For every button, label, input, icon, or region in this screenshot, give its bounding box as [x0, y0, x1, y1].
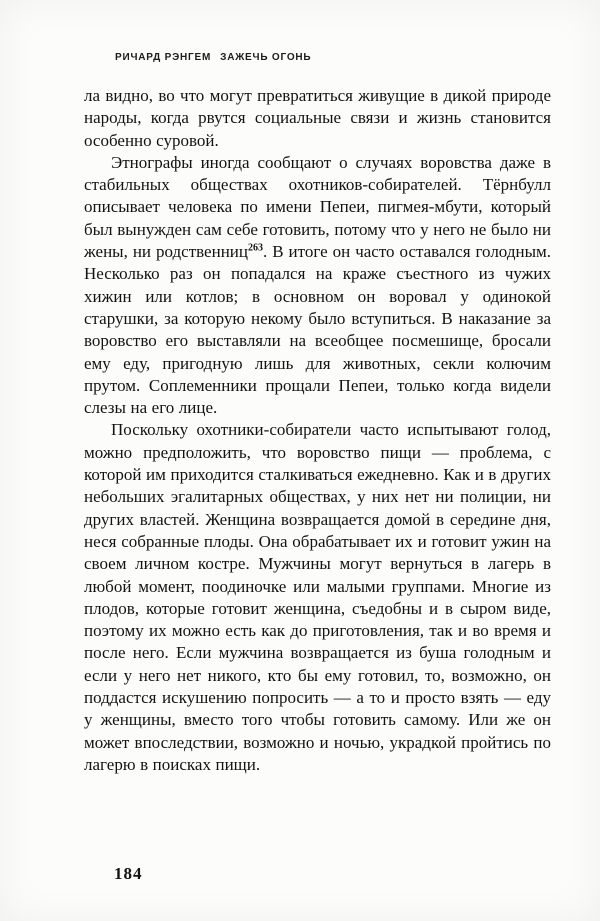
- paragraph-ethnographers-text-before-ref: Этнографы иногда сообщают о случаях воровства даже в стабильных обществах охотников-собирателей. Тёрнбулл описывает человека по имени Пепеи, пигмея-мбути, который был вынужден сам себе готовить, потому что у него не было ни жены, ни родственниц: [84, 152, 551, 262]
- body-text-block: [84, 85, 551, 776]
- running-header-author: РИЧАРД РЭНГЕМ: [115, 52, 212, 63]
- page-number: 184: [114, 864, 143, 883]
- running-header: [115, 52, 311, 63]
- paragraph-continuation: [84, 85, 551, 152]
- paragraph-continuation-text: ла видно, во что могут превратиться живущие в дикой природе народы, когда рвутся социальные связи и жизнь становится особенно суровой.: [84, 86, 551, 150]
- paragraph-hunter-gatherers: [84, 419, 551, 776]
- paragraph-hunter-gatherers-text: Поскольку охотники-собиратели часто испытывают голод, можно предположить, что воровство пищи — проблема, с которой им приходится сталкиваться ежедневно. Как и в других небольших эгалитарных обществах, у них нет ни полиции, ни других властей. Женщина возвращается домой в середине дня, неся собранные плоды. Она обрабатывает их и готовит ужин на своем личном костре. Мужчины могут вернуться в лагерь в любой момент, поодиночке или малыми группами. Многие из плодов, которые готовит женщина, съедобны и в сыром виде, поэтому их можно есть как до приготовления, так и во время и после него. Если мужчина возвращается из буша голодным и если у него нет никого, кто бы ему готовил, то, возможно, он поддастся искушению попросить — а то и просто взять — еду у женщины, вместо того чтобы готовить самому. Или же он может впоследствии, возможно и ночью, украдкой пройтись по лагерю в поисках пищи.: [84, 420, 551, 774]
- paragraph-ethnographers-text-after-ref: . В итоге он часто оставался голодным. Несколько раз он попадался на краже съестного из чужих хижин или котлов; в основном он воровал у одинокой старушки, за которую некому было вступиться. В наказание за воровство его выставляли на всеобщее посмешище, бросали ему еду, пригодную лишь для животных, секли колючим прутом. Соплеменники прощали Пепеи, только когда видели слезы на его лице.: [84, 242, 551, 418]
- footnote-reference: 263: [248, 242, 263, 254]
- running-header-title: ЗАЖЕЧЬ ОГОНЬ: [220, 52, 312, 63]
- paragraph-ethnographers: [84, 152, 551, 420]
